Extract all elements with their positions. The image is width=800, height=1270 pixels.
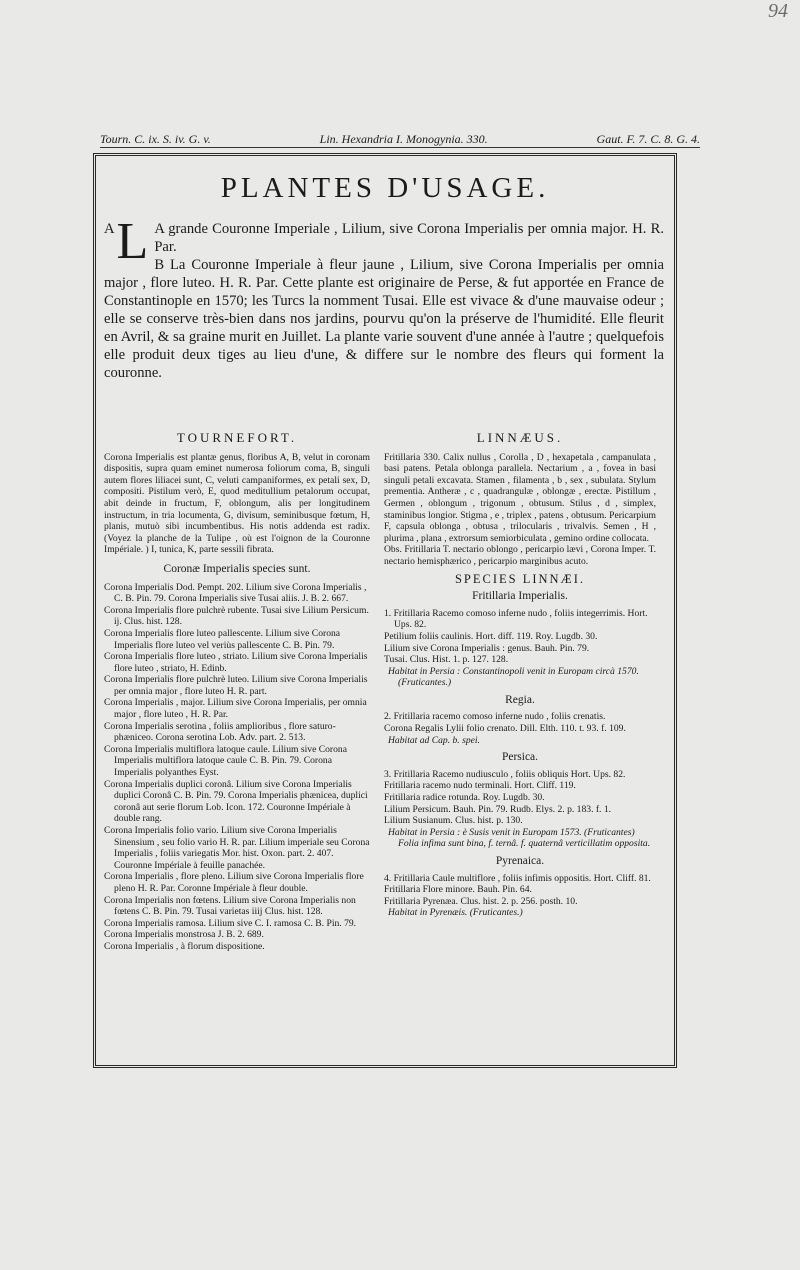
intro-a-marker: A xyxy=(104,221,115,237)
species-entry: Corona Imperialis flore pulchrè luteo. Lilium sive Corona Imperialis per omnia major , flore luteo H. R. part. xyxy=(104,674,368,697)
linnaeus-heading: LINNÆUS. xyxy=(476,430,564,445)
drop-cap: L xyxy=(116,213,149,270)
section-line: Petilium foliis caulinis. Hort. diff. 119. Roy. Lugdb. 30. xyxy=(384,630,598,642)
tournefort-column xyxy=(104,432,370,953)
species-entry: Corona Imperialis flore pulchrè rubente. Tusai sive Lilium Persicum. ij. Clus. hist. 128. xyxy=(104,604,369,628)
species-entry: Corona Imperialis , flore pleno. Lilium sive Corona Imperialis flore pleno H. R. Par. Coronne Impériale à fleur double. xyxy=(104,871,364,894)
species-entry: Corona Imperialis multiflora latoque caule. Lilium sive Corona Imperialis multiflora latoque caule C. B. Pin. 79. Corona Imperialis polyanthes Eyst. xyxy=(104,743,347,779)
species-entry: Corona Imperialis , à florum dispositione. xyxy=(104,940,265,952)
species-entry: Corona Imperialis duplici coronâ. Lilium sive Corona Imperialis duplici Coronâ C. B. Pin. 79. Corona Imperialis phænicea, duplici coronâ aut serie florum Lob. Icon. 172. Couronne Impériale à double rang. xyxy=(104,778,368,825)
species-entry: Corona Imperialis ramosa. Lilium sive C. I. ramosa C. B. Pin. 79. xyxy=(104,917,357,929)
running-head-gautier: Gaut. F. 7. C. 8. G. 4. xyxy=(596,132,700,146)
section-habitat: Habitat in Pyrenæis. (Fruticantes.) xyxy=(388,907,523,919)
tournefort-description: Corona Imperialis est plantæ genus, floribus A, B, velut in coronam dispositis, supra quam eminet numerosa foliorum coma, B, singuli autem flores liliacei sunt, C, veluti campaniformes, ex petali sex, D, compositi. Pistilum verò, E, quod meditullium petalorum occupat, abit deinde in fructum, F, oblongum, alis per longitudinem instructum, in tria locumenta, G, divisum, seminibusque fœtum, H, planis, mutuò sibi incumbentibus. His notis addenda est radix. (Voyez la planche de la Tulipe , où est l'oignon de la Couronne Impériale. ) I, tunica, K, parte sessili fibrata. xyxy=(104,451,370,556)
section-line: Fritillaria racemo nudo terminali. Hort. Cliff. 119. xyxy=(384,780,576,792)
section-line: Lilium sive Corona Imperialis : genus. Bauh. Pin. 79. xyxy=(384,642,590,654)
running-head-linnaeus: Lin. Hexandria I. Monogynia. 330. xyxy=(319,132,488,146)
linnaeus-observation: Obs. Fritillaria T. nectario oblongo , pericarpio lævi , Corona Imper. T. nectario hemisphærico , pericarpio marginibus acuto. xyxy=(384,544,656,567)
section-line: Lilium Susianum. Clus. hist. p. 130. xyxy=(384,815,523,827)
section-habitat: Habitat in Persia : Constantinopoli venit in Europam circà 1570. (Fruticantes.) xyxy=(388,665,639,689)
page-number: 94 xyxy=(768,0,788,22)
species-entry: Corona Imperialis folio vario. Lilium sive Corona Imperialis Sinensium , seu folio vario H. R. par. Lilium imperiale seu Corona Imperialis , foliis variegatis Mor. hist. Oxon. part. 2. 407. Couronne Impériale à feuille panachée. xyxy=(104,825,370,871)
linnaeus-column xyxy=(384,432,656,919)
section-heading-persica: Persica. xyxy=(501,751,539,764)
section-line: 3. Fritillaria Racemo nudiusculo , foliis obliquis Hort. Ups. 82. xyxy=(384,768,626,780)
section-line: 4. Fritillaria Caule multiflore , foliis infimis oppositis. Hort. Cliff. 81. xyxy=(384,872,651,884)
section-heading-pyrenaica: Pyrenaica. xyxy=(495,855,545,867)
running-head xyxy=(100,132,700,147)
linnaeus-description: Fritillaria 330. Calix nullus , Corolla , D , hexapetala , campanulata , basi patens. Petala oblonga parallela. Nectarium , a , fovea in basi singuli petali excavata. Stamen , filamenta , b , sex , subulata. Stylum prementia. Antheræ , c , quadrangulæ , oblongæ , erectæ. Pistillum , Germen , oblongum , trigonum , obtusum. Stilus , d , simplex, staminibus longior. Stigma , e , triplex , patens , obtusum. Pericarpium F, capsula oblonga , obtusa , trilocularis , trivalvis. Semen , H , plurima , plana , extrorsum semiorbiculata , gemino ordine collocata. xyxy=(384,451,656,544)
species-entry: Corona Imperialis flore luteo pallescente. Lilium sive Corona Imperialis flore luteo vel veriùs pallescente C. B. Pin. 79. xyxy=(104,627,341,651)
species-entry: Corona Imperialis serotina , foliis amplioribus , flore saturo-phæniceo. Corona serotina Lob. Adv. part. 2. 513. xyxy=(104,720,336,744)
section-line: Fritillaria Pyrenæa. Clus. hist. 2. p. 256. posth. 10. xyxy=(384,895,578,907)
section-line: 2. Fritillaria racemo comoso inferne nudo , foliis crenatis. xyxy=(384,711,606,723)
section-line: Tusai. Clus. Hist. 1. p. 127. 128. xyxy=(384,654,509,666)
section-line: Corona Regalis Lylii folio crenato. Dill. Elth. 110. t. 93. f. 109. xyxy=(384,723,626,735)
species-entry: Corona Imperialis Dod. Pempt. 202. Lilium sive Corona Imperialis , C. B. Pin. 79. Corona Imperialis sive Tusai aliis. J. B. 2. 667. xyxy=(104,581,367,605)
section-line: Fritillaria radice rotunda. Roy. Lugdb. 30. xyxy=(384,792,545,804)
section-line: Fritillaria Flore minore. Bauh. Pin. 64. xyxy=(384,884,532,896)
species-entry: Corona Imperialis monstrosa J. B. 2. 689. xyxy=(104,929,264,941)
page-title: PLANTES D'USAGE. xyxy=(220,172,550,204)
section-heading-regia: Regia. xyxy=(505,693,535,706)
intro-a-text: A grande Couronne Imperiale , Lilium, sive Corona Imperialis per omnia major. H. R. Par. xyxy=(154,221,664,255)
running-head-tournefort: Tourn. C. ix. S. iv. G. v. xyxy=(100,132,211,146)
section-line: Lilium Persicum. Bauh. Pin. 79. Rudb. Elys. 2. p. 183. f. 1. xyxy=(384,803,612,815)
species-entry: Corona Imperialis non fœtens. Lilium sive Corona Imperialis non fœtens C. B. Pin. 79. Tusai varietas iiij Clus. hist. 128. xyxy=(104,894,356,918)
section-heading-imperialis: Fritillaria Imperialis. xyxy=(472,590,568,603)
species-entry: Corona Imperialis flore luteo , striato. Lilium sive Corona Imperialis flore luteo , striato, H. Edinb. xyxy=(104,651,368,674)
section-habitat: Habitat in Persia : è Susis venit in Europam 1573. (Fruticantes) Folia infima sunt bina, f. ternâ. f. quaternâ verticillatim opposita. xyxy=(388,826,651,850)
intro-text xyxy=(104,213,664,382)
intro-paragraph-b: B La Couronne Imperiale à fleur jaune , Lilium, sive Corona Imperialis per omnia major , flore luteo. H. R. Par. Cette plante est originaire de Perse, & fut apportée en France de Constantinople en 1570; les Turcs la nomment Tusai. Elle est vivace & d'une mauvaise odeur ; elle se conserve très-bien dans nos jardins, pourvu qu'on la préserve de l'humidité. Elle fleurit en Avril, & sa graine murit en Juillet. La plante varie souvent d'une année à l'autre ; quelquefois elle produit deux tiges au lieu d'une, & differe sur le nombre des fleurs qui forment la couronne. xyxy=(104,257,664,381)
species-linnaei-heading: SPECIES LINNÆI. xyxy=(454,571,585,586)
running-head-rule xyxy=(100,147,700,148)
section-habitat: Habitat ad Cap. b. spei. xyxy=(388,734,480,746)
section-line: 1. Fritillaria Racemo comoso inferne nudo , foliis integerrimis. Hort. Ups. 82. xyxy=(384,607,648,631)
tournefort-species-heading: Coronæ Imperialis species sunt. xyxy=(163,562,311,575)
tournefort-species-list xyxy=(104,582,370,953)
intro-paragraph-a xyxy=(104,213,664,270)
species-entry: Corona Imperialis , major. Lilium sive Corona Imperialis, per omnia major , flore luteo , H. R. Par. xyxy=(104,697,367,721)
tournefort-heading: TOURNEFORT. xyxy=(176,430,298,445)
